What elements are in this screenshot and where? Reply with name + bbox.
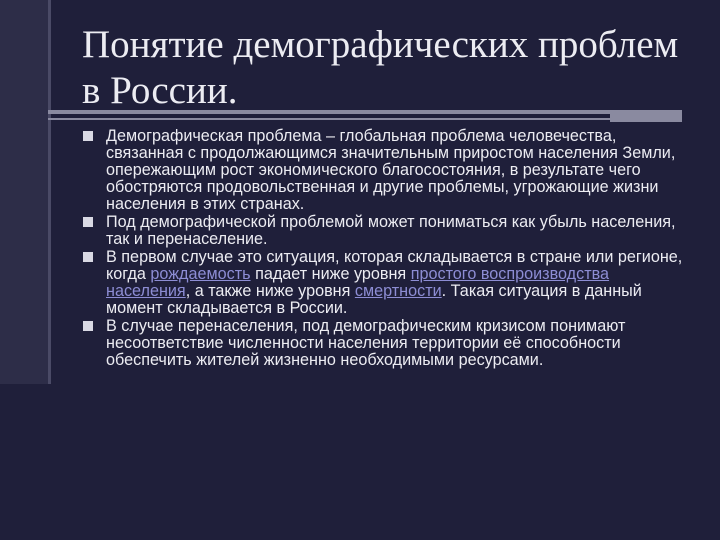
bullet-item-4 xyxy=(82,318,692,369)
birth-rate-link[interactable]: рождаемость xyxy=(150,265,251,283)
bullet-text-2: Под демографической проблемой может пониматься как убыль населения, так и перенаселение. xyxy=(106,213,676,248)
bullet-3-text-part-1: В первом случае это ситуация, которая складывается в стране или регионе, когда xyxy=(106,248,683,283)
square-bullet-icon xyxy=(83,321,93,331)
bullet-3-text-part-3: , а также ниже уровня xyxy=(185,282,355,300)
mortality-link[interactable]: смертности xyxy=(354,282,442,300)
bullet-item-2 xyxy=(82,214,692,248)
bullet-3-text-part-4: . Такая ситуация в данный момент складывается в России. xyxy=(106,282,642,317)
bullet-text-3 xyxy=(106,248,682,317)
square-bullet-icon xyxy=(83,217,93,227)
bullet-item-3 xyxy=(82,249,692,317)
simple-reproduction-link[interactable]: простого воспроизводства населения xyxy=(106,265,610,300)
bullet-text-4: В случае перенаселения, под демографическим кризисом понимают несоответствие численности населения территории её способности обеспечить жителей жизненно необходимыми ресурсами. xyxy=(106,317,626,369)
slide-title xyxy=(82,22,682,114)
bullet-item-1 xyxy=(82,128,692,213)
bullet-text-1: Демографическая проблема – глобальная проблема человечества, связанная с продолжающимся значительным приростом населения Земли, опережающим рост экономического благосостояния, в результате чего обостряются продовольственная и другие проблемы, угрожающие жизни населения в этих странах. xyxy=(106,127,676,213)
slide-title-line-2: в России. xyxy=(82,69,238,112)
slide-title-line-1: Понятие демографических проблем xyxy=(82,23,679,66)
square-bullet-icon xyxy=(83,252,93,262)
square-bullet-icon xyxy=(83,131,93,141)
title-rule-bottom xyxy=(48,118,682,120)
bullet-list xyxy=(82,128,692,370)
bullet-3-text-part-2: падает ниже уровня xyxy=(250,265,411,283)
left-decorative-band xyxy=(0,0,51,384)
